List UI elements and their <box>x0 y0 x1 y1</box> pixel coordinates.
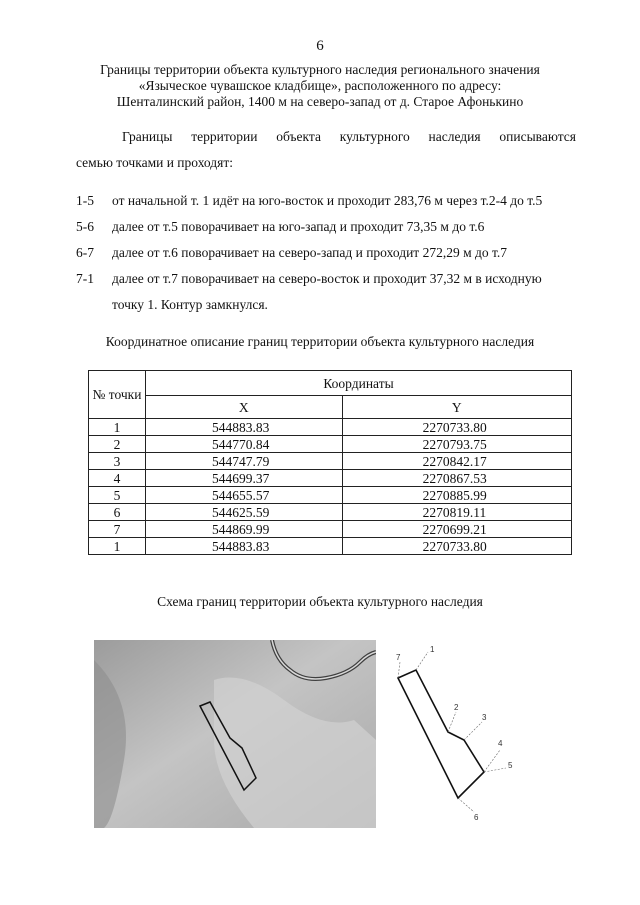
table-title: Координатное описание границ территории объекта культурного наследия <box>105 334 535 349</box>
page-number: 6 <box>316 38 324 54</box>
heading-line-1: Границы территории объекта культурного наследия регионального значения <box>100 62 540 77</box>
cell-y: 2270733.80 <box>342 538 571 555</box>
cell-y: 2270699.21 <box>342 521 571 538</box>
route-item <box>76 266 596 318</box>
route-segment-label: 6-7 <box>76 245 94 260</box>
table-row <box>89 470 572 487</box>
document-heading <box>40 62 600 110</box>
cell-point: 2 <box>89 436 146 453</box>
heading-line-2: «Языческое чувашское кладбище», расположенного по адресу: <box>138 78 502 93</box>
header-point-number: № точки <box>89 371 146 419</box>
route-description: далее от т.7 поворачивает на северо-восток и проходит 37,32 м в исходную <box>112 271 542 286</box>
route-segment-label: 7-1 <box>76 271 94 286</box>
route-item <box>76 240 596 266</box>
cell-x: 544655.57 <box>146 487 343 504</box>
intro-paragraph <box>76 124 576 176</box>
cell-point: 4 <box>89 470 146 487</box>
route-segment-label: 1-5 <box>76 193 94 208</box>
header-y: Y <box>342 396 571 419</box>
cell-y: 2270867.53 <box>342 470 571 487</box>
cell-point: 1 <box>89 419 146 436</box>
table-row <box>89 521 572 538</box>
leader-line-1 <box>416 652 428 670</box>
point-label-3: 3 <box>482 713 487 722</box>
cell-y: 2270793.75 <box>342 436 571 453</box>
cell-point: 1 <box>89 538 146 555</box>
table-row <box>89 538 572 555</box>
leader-line-7 <box>398 662 400 678</box>
cell-point: 6 <box>89 504 146 521</box>
point-label-4: 4 <box>498 739 503 748</box>
header-x: X <box>146 396 343 419</box>
table-row <box>89 436 572 453</box>
table-row <box>89 419 572 436</box>
leader-line-3 <box>464 722 482 740</box>
leader-line-5 <box>484 768 506 772</box>
header-coordinates: Координаты <box>146 371 572 396</box>
cell-point: 5 <box>89 487 146 504</box>
boundary-outline <box>398 670 484 798</box>
intro-line-2: семью точками и проходят: <box>76 155 234 170</box>
cell-y: 2270842.17 <box>342 453 571 470</box>
cell-x: 544883.83 <box>146 419 343 436</box>
scheme-title: Схема границ территории объекта культурного наследия <box>157 594 483 609</box>
route-item <box>76 214 596 240</box>
satellite-photo <box>94 640 376 828</box>
boundary-diagram <box>388 640 524 830</box>
cell-y: 2270733.80 <box>342 419 571 436</box>
leader-line-6 <box>458 798 474 812</box>
cell-x: 544747.79 <box>146 453 343 470</box>
table-row <box>89 453 572 470</box>
cell-x: 544625.59 <box>146 504 343 521</box>
route-continuation: точку 1. Контур замкнулся. <box>112 297 268 312</box>
table-row <box>89 504 572 521</box>
route-description: от начальной т. 1 идёт на юго-восток и проходит 283,76 м через т.2-4 до т.5 <box>112 193 543 208</box>
heading-line-3: Шенталинский район, 1400 м на северо-запад от д. Старое Афонькино <box>116 94 524 109</box>
point-label-7: 7 <box>396 653 401 662</box>
route-description: далее от т.6 поворачивает на северо-запад и проходит 272,29 м до т.7 <box>112 245 507 260</box>
cell-y: 2270885.99 <box>342 487 571 504</box>
cell-point: 7 <box>89 521 146 538</box>
table-row <box>89 487 572 504</box>
cell-x: 544770.84 <box>146 436 343 453</box>
cell-y: 2270819.11 <box>342 504 571 521</box>
point-label-6: 6 <box>474 813 479 822</box>
coordinates-table <box>88 370 572 555</box>
cell-x: 544883.83 <box>146 538 343 555</box>
point-label-5: 5 <box>508 761 513 770</box>
route-segment-label: 5-6 <box>76 219 94 234</box>
point-label-2: 2 <box>454 703 459 712</box>
leader-line-2 <box>448 712 456 732</box>
route-description: далее от т.5 поворачивает на юго-запад и проходит 73,35 м до т.6 <box>112 219 485 234</box>
route-item <box>76 188 596 214</box>
point-label-1: 1 <box>430 645 435 654</box>
leader-line-4 <box>484 750 500 772</box>
cell-point: 3 <box>89 453 146 470</box>
cell-x: 544869.99 <box>146 521 343 538</box>
cell-x: 544699.37 <box>146 470 343 487</box>
intro-line-1: Границы территории объекта культурного наследия описываются <box>122 129 576 144</box>
